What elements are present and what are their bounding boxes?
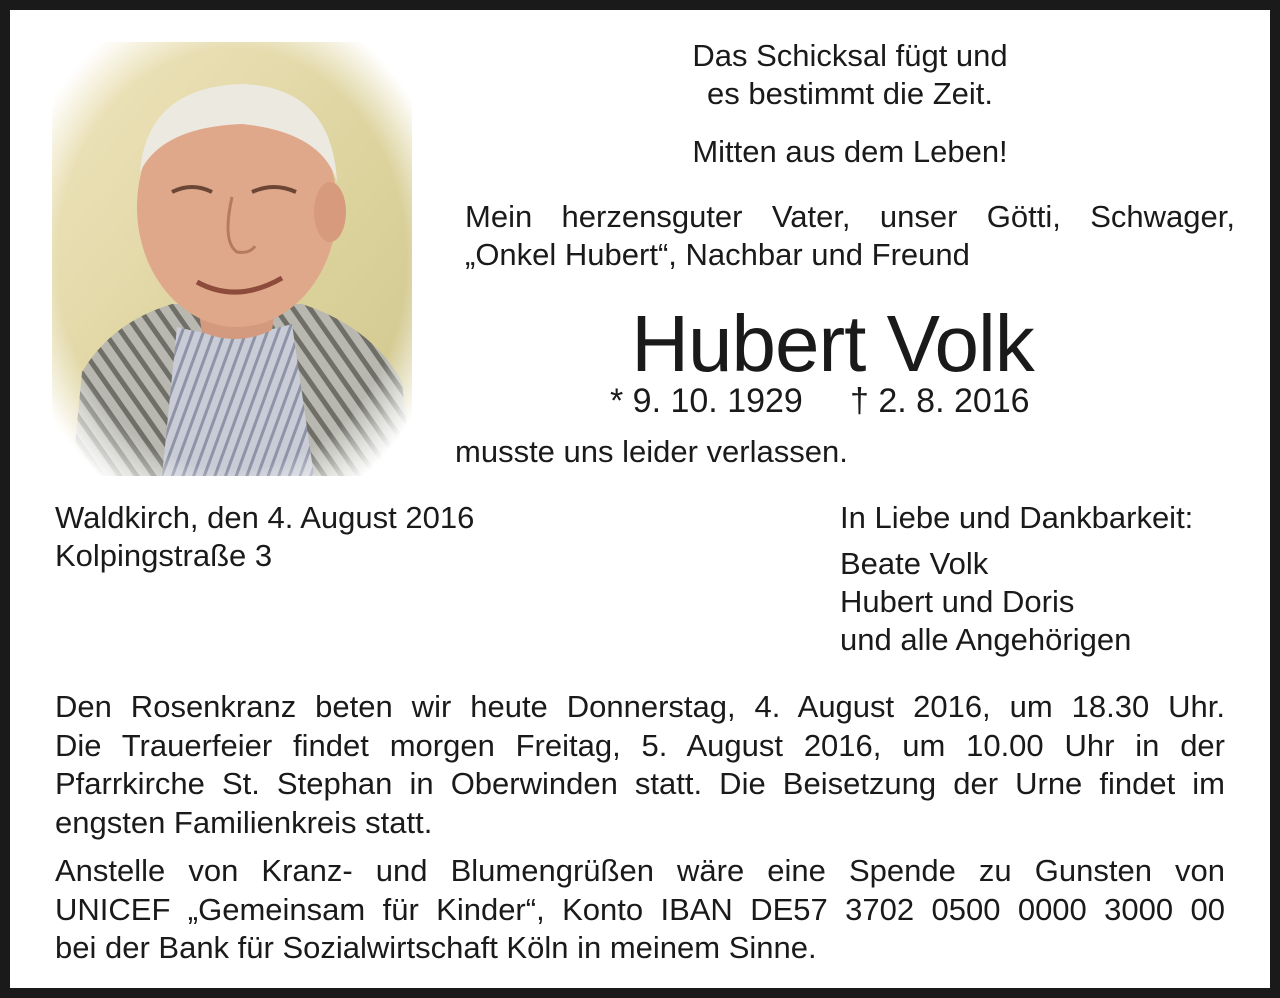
portrait-photo (52, 42, 412, 476)
donation-line: bei der Bank für Sozialwirtschaft Köln in meinem Sinne. (55, 930, 817, 965)
intro-line-1: Mein herzensguter Vater, unser Götti, Schwager, (465, 199, 1235, 234)
service-line: Pfarrkirche St. Stephan in Oberwinden statt. Die Beisetzung der Urne findet im (55, 766, 1225, 801)
address: Kolpingstraße 3 (55, 538, 273, 573)
place-date: Waldkirch, den 4. August 2016 (55, 500, 475, 535)
birth-date: * 9. 10. 1929 (610, 382, 803, 420)
motto-line-2: es bestimmt die Zeit. (707, 76, 993, 111)
departed-text: musste uns leider verlassen. (455, 434, 848, 469)
service-line: Die Trauerfeier findet morgen Freitag, 5. August 2016, um 10.00 Uhr in der (55, 727, 1225, 763)
motto-line-3: Mitten aus dem Leben! (692, 134, 1008, 169)
deceased-name: Hubert Volk (631, 299, 1034, 388)
donation-paragraph (55, 852, 1225, 968)
death-date: † 2. 8. 2016 (850, 382, 1030, 420)
mourner-name: Hubert und Doris (840, 584, 1075, 619)
service-paragraph (55, 688, 1225, 842)
donation-line: UNICEF „Gemeinsam für Kinder“, Konto IBAN DE57 3702 0500 0000 3000 00 (55, 891, 1225, 927)
donation-line: Anstelle von Kranz- und Blumengrüßen wäre eine Spende zu Gunsten von (55, 853, 1225, 888)
service-line: Den Rosenkranz beten wir heute Donnerstag, 4. August 2016, um 18.30 Uhr. (55, 689, 1225, 724)
service-line: engsten Familienkreis statt. (55, 804, 433, 840)
mourners-heading: In Liebe und Dankbarkeit: (840, 500, 1194, 535)
mourner-name: und alle Angehörigen (840, 622, 1132, 657)
intro-line-2: „Onkel Hubert“, Nachbar und Freund (465, 237, 970, 272)
motto-line-1: Das Schicksal fügt und (692, 38, 1008, 73)
mourner-name: Beate Volk (840, 546, 989, 581)
